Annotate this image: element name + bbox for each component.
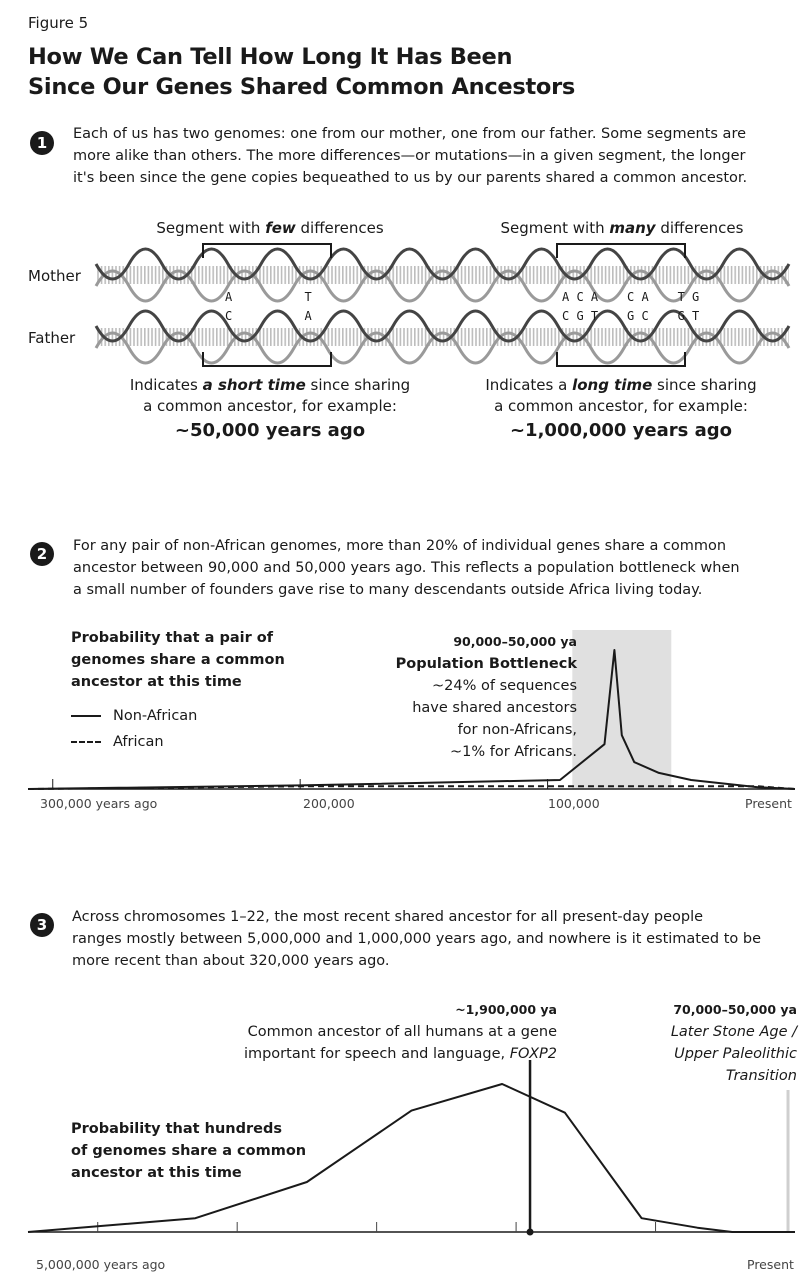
father-label: Father — [28, 329, 76, 347]
few-caption-em: a short time — [202, 376, 306, 394]
legend-dashed-label: African — [113, 734, 164, 750]
bottleneck-annotation — [330, 631, 577, 763]
transition-line-1: Later Stone Age / — [670, 1024, 797, 1040]
few-header-pre: Segment with — [156, 219, 266, 237]
foxp2-line-2-pre: important for speech and language, — [243, 1046, 510, 1062]
many-father-bases: C G T G C G T — [562, 309, 700, 323]
chart-1-legend — [71, 703, 197, 755]
chart-2-prob-label-line-3: ancestor at this time — [71, 1165, 242, 1181]
chart-1-tick-label-0: 300,000 years ago — [40, 796, 158, 811]
legend-solid-swatch — [71, 715, 101, 717]
chart-1-prob-label-line-2: genomes share a common — [71, 652, 285, 668]
few-caption-post: since sharing — [305, 376, 411, 394]
many-caption-em: long time — [572, 376, 653, 394]
mother-label: Mother — [28, 267, 81, 285]
many-header-post: differences — [655, 219, 744, 237]
many-mother-bases: A C A C A T G — [562, 290, 700, 304]
transition-annotation — [580, 999, 797, 1087]
section-2-number: 2 — [30, 542, 54, 566]
section-3-text-line-3: more recent than about 320,000 years ago. — [72, 953, 390, 969]
title-line-1: How We Can Tell How Long It Has Been — [28, 44, 513, 70]
bottleneck-line-4: ~1% for Africans. — [449, 744, 577, 760]
few-header-em: few — [265, 219, 296, 237]
many-header-pre: Segment with — [500, 219, 610, 237]
bottleneck-band — [572, 630, 671, 789]
dna-diagram — [0, 0, 804, 380]
section-2-text-line-2: ancestor between 90,000 and 50,000 years ago. This reflects a population bottleneck when — [73, 560, 740, 576]
section-2-text — [73, 535, 740, 601]
chart-1-tick-label-3: Present — [745, 796, 792, 811]
chart-1-tick-label-1: 200,000 — [303, 796, 355, 811]
section-2-text-line-1: For any pair of non-African genomes, more than 20% of individual genes share a common — [73, 538, 727, 554]
legend-solid-label: Non-African — [113, 708, 198, 724]
many-caption-post: since sharing — [652, 376, 757, 394]
few-caption-line-2: a common ancestor, for example: — [143, 397, 397, 415]
section-3-number: 3 — [30, 913, 54, 937]
section-3-text-line-1: Across chromosomes 1–22, the most recent shared ancestor for all present-day people — [72, 909, 704, 925]
bottleneck-range: 90,000–50,000 ya — [453, 634, 577, 649]
title-line-2: Since Our Genes Shared Common Ancestors — [28, 74, 575, 100]
bottleneck-line-3: for non-Africans, — [457, 722, 577, 738]
few-years: ~50,000 years ago — [174, 420, 366, 441]
foxp2-gene: FOXP2 — [509, 1046, 557, 1062]
chart-1-tick-label-2: 100,000 — [548, 796, 600, 811]
section-1-text-line-1: Each of us has two genomes: one from our mother, one from our father. Some segments are — [73, 126, 747, 142]
foxp2-marker-dot — [527, 1229, 534, 1236]
section-1-text-line-2: more alike than others. The more differences—or mutations—in a given segment, the longer — [73, 148, 746, 164]
bottleneck-line-2: have shared ancestors — [412, 700, 577, 716]
many-caption-line-2: a common ancestor, for example: — [494, 397, 748, 415]
section-1-text-line-3: it's been since the gene copies bequeathed to us by our parents shared a common ancestor. — [73, 170, 748, 186]
legend-non-african — [71, 703, 197, 729]
figure-label: Figure 5 — [28, 14, 89, 32]
few-header-post: differences — [295, 219, 384, 237]
section-1-number: 1 — [30, 131, 54, 155]
transition-range: 70,000–50,000 ya — [673, 1002, 797, 1017]
chart-1-prob-label-line-1: Probability that a pair of — [71, 630, 274, 646]
few-mother-bases: A T — [225, 290, 312, 304]
transition-line-3: Transition — [725, 1068, 797, 1084]
few-caption-pre: Indicates — [129, 376, 203, 394]
legend-african — [71, 729, 197, 755]
bottleneck-line-1: ~24% of sequences — [432, 678, 577, 694]
chart-1-prob-label — [71, 627, 285, 693]
chart-1-prob-label-line-3: ancestor at this time — [71, 674, 242, 690]
few-father-bases: C A — [225, 309, 312, 323]
foxp2-range: ~1,900,000 ya — [455, 1002, 557, 1017]
chart-2-prob-label — [71, 1118, 306, 1184]
chart-2-prob-label-line-1: Probability that hundreds — [71, 1121, 282, 1137]
section-2-text-line-3: a small number of founders gave rise to many descendants outside Africa living today. — [73, 582, 703, 598]
legend-dashed-swatch — [71, 741, 101, 743]
foxp2-annotation — [200, 999, 557, 1065]
chart-2-prob-label-line-2: of genomes share a common — [71, 1143, 307, 1159]
many-years: ~1,000,000 years ago — [509, 420, 733, 441]
chart-2-tick-label-0: 5,000,000 years ago — [36, 1257, 166, 1272]
few-caption — [110, 375, 430, 445]
many-caption — [461, 375, 781, 445]
bottleneck-title: Population Bottleneck — [395, 656, 577, 672]
chart-2-tick-label-5: Present — [747, 1257, 794, 1272]
transition-line-2: Upper Paleolithic — [674, 1046, 797, 1062]
many-header-em: many — [609, 219, 656, 237]
many-caption-pre: Indicates a — [485, 376, 573, 394]
foxp2-line-1: Common ancestor of all humans at a gene — [247, 1024, 557, 1040]
section-3-text-line-2: ranges mostly between 5,000,000 and 1,000,000 years ago, and nowhere is it estimated to be — [72, 931, 761, 947]
section-3-text — [72, 906, 761, 972]
